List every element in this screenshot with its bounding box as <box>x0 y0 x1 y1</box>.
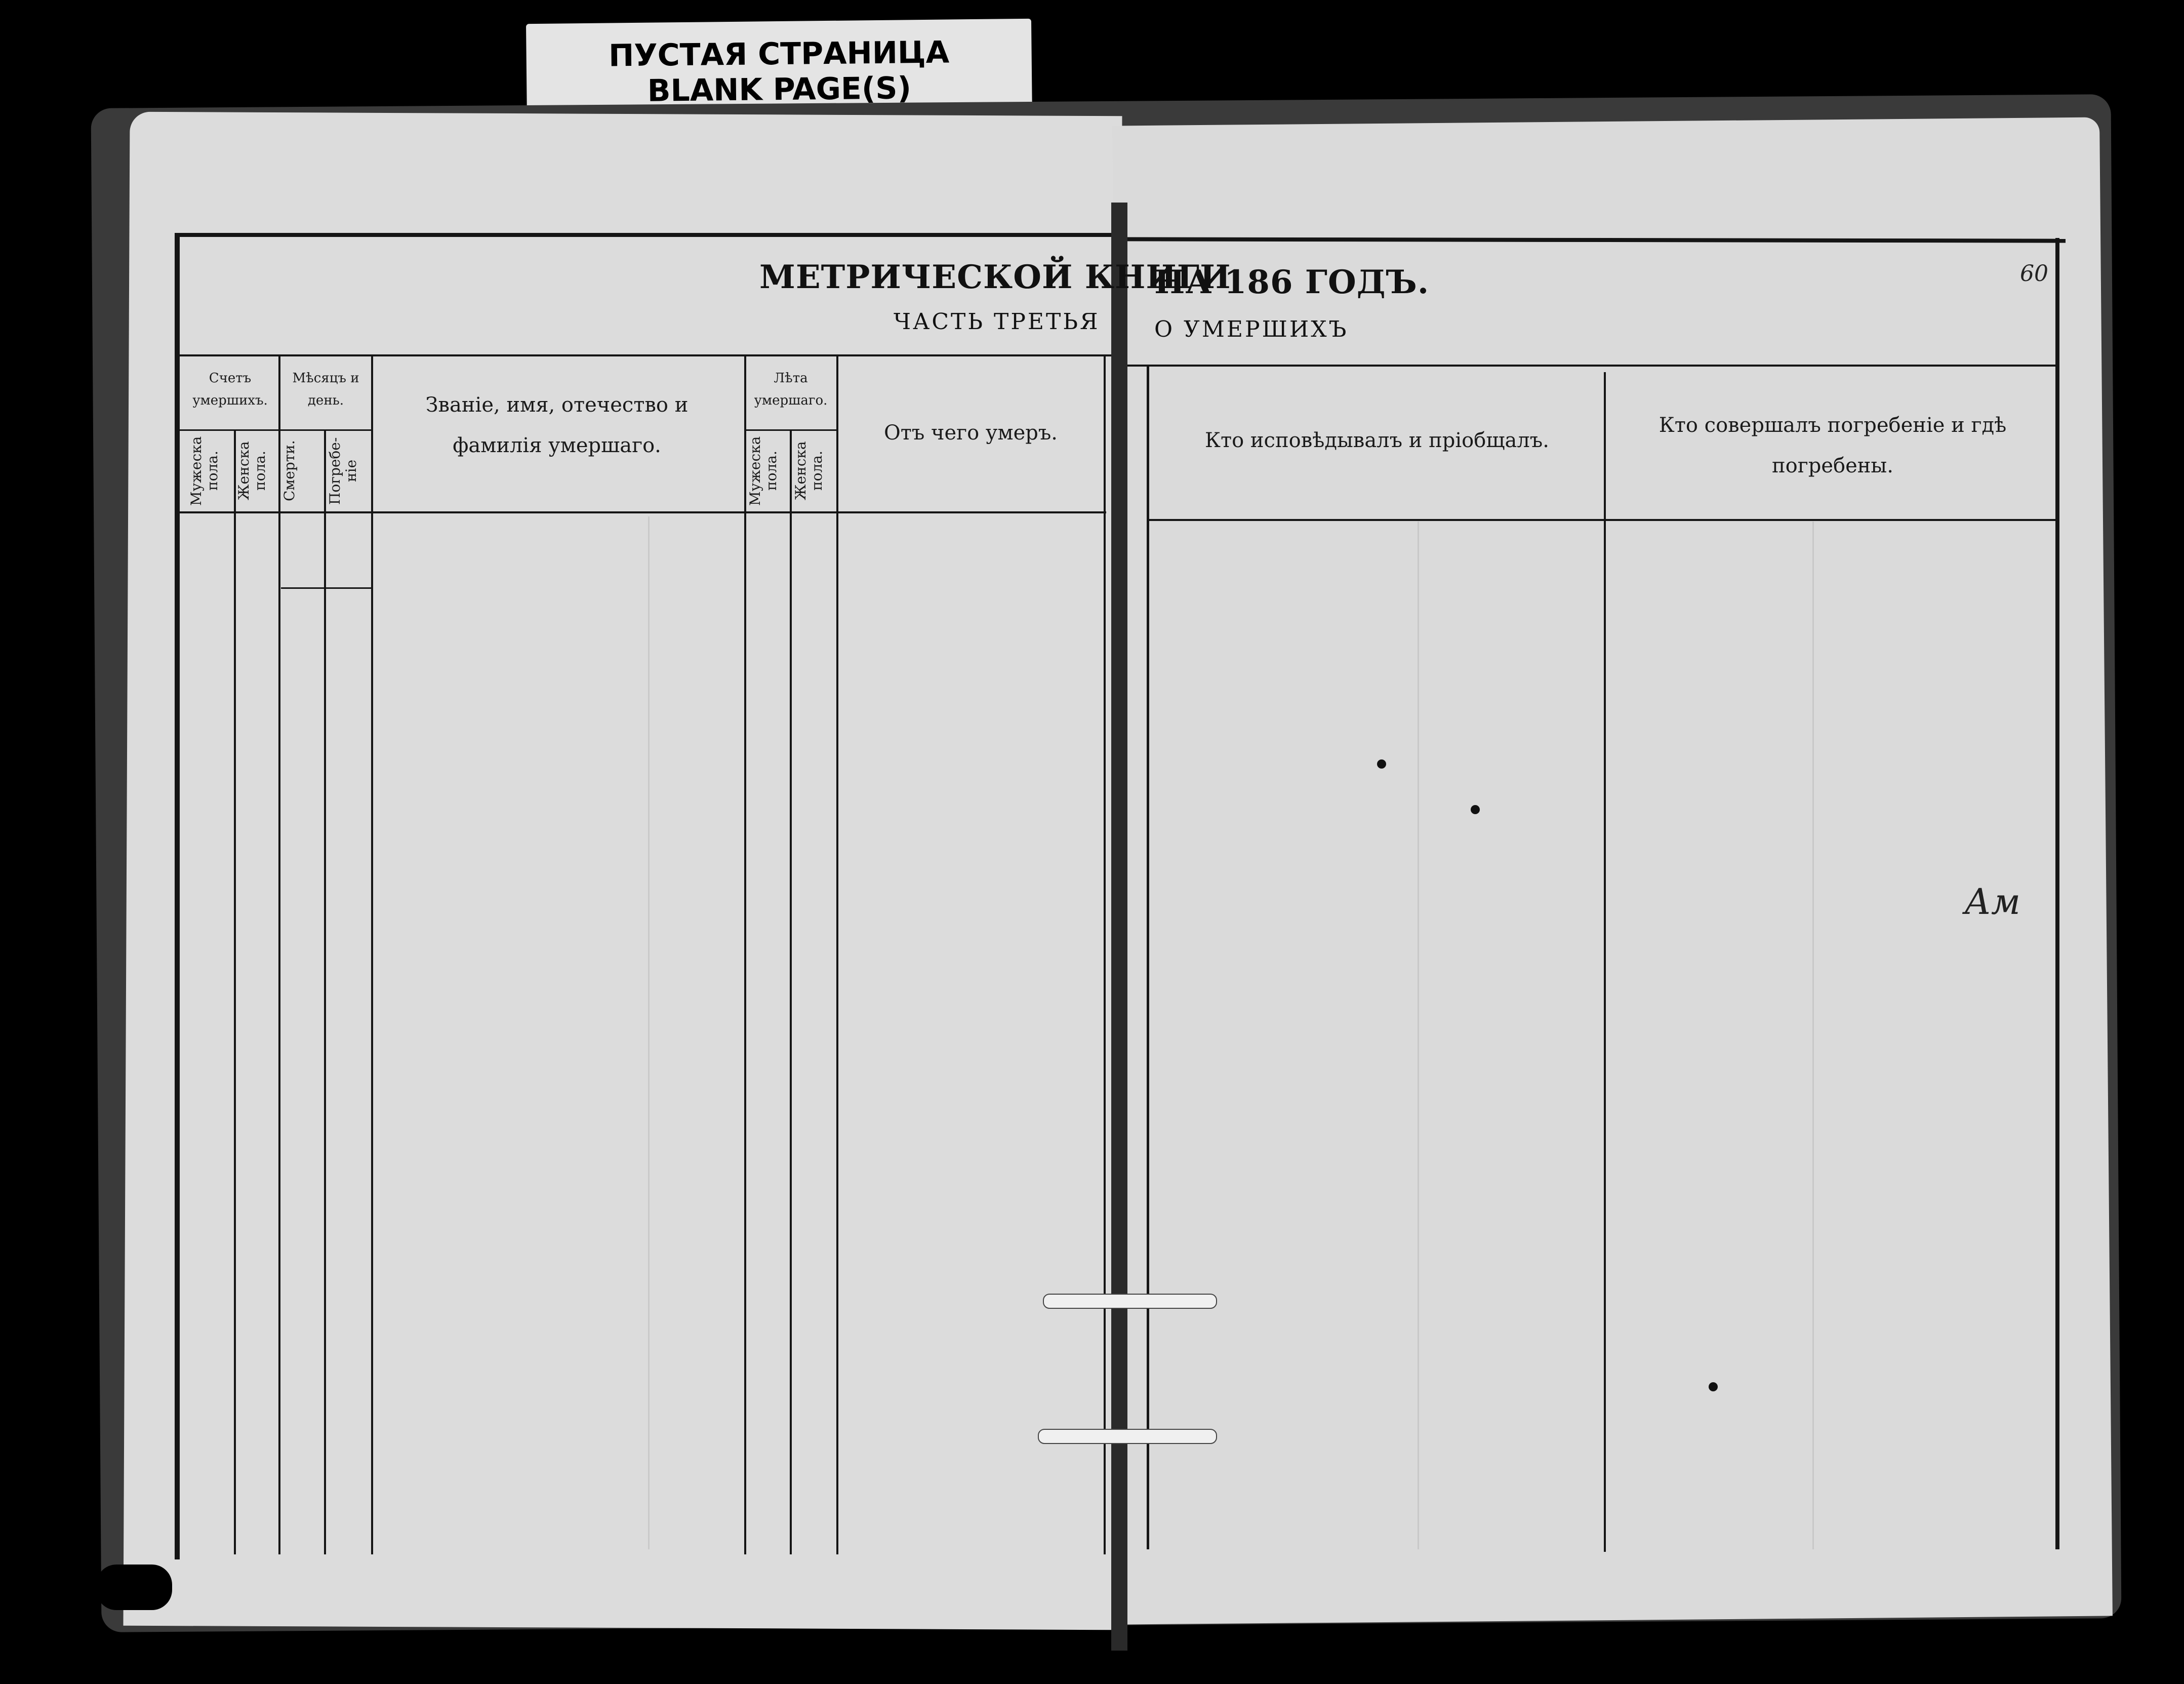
faint-rule <box>1812 522 1814 1549</box>
faint-rule <box>648 516 650 1549</box>
cause-header: Отъ чего умеръ. <box>883 421 1058 445</box>
col-line-10 <box>1604 372 1606 1552</box>
col-line-5 <box>744 354 746 1554</box>
column-header-rule-left <box>180 511 1106 513</box>
death-header: Смерти. <box>281 440 298 502</box>
burial-header: Погребе-ніе <box>327 437 359 505</box>
count-female-header: Женска пола. <box>235 441 268 501</box>
col-line-9 <box>1147 365 1149 1549</box>
tab-label-russian: ПУСТАЯ СТРАНИЦА <box>608 34 950 74</box>
ink-spot <box>1471 805 1480 814</box>
ink-spot <box>1377 759 1386 769</box>
tab-label-english: BLANK PAGE(S) <box>647 70 912 109</box>
ink-spot <box>1709 1382 1718 1391</box>
month-day-header: Мѣсяцъ и день. <box>292 371 359 408</box>
part-label: ЧАСТЬ ТРЕТЬЯ <box>894 309 1100 335</box>
col-line-2 <box>278 354 280 1554</box>
col-line-3 <box>324 430 326 1554</box>
subrule-month <box>278 429 371 431</box>
book-title-left: МЕТРИЧЕСКОЙ КНИГИ <box>759 258 1231 296</box>
count-header: Счетъ умершихъ. <box>192 371 268 408</box>
binding-thread <box>1043 1294 1217 1309</box>
col-line-8 <box>1104 354 1106 1554</box>
count-male-header: Мужеска пола. <box>188 436 221 506</box>
frame-right <box>2055 238 2059 1549</box>
handwritten-signature: Ам <box>1964 881 2021 923</box>
header-rule-left <box>180 354 1116 356</box>
name-header: Званіе, имя, отечество и фамилія умершаго. <box>425 393 689 457</box>
subrule-count <box>180 429 278 431</box>
col-line-7 <box>836 354 838 1554</box>
col-line-4 <box>371 354 373 1554</box>
faint-rule <box>1418 522 1419 1549</box>
confessor-header: Кто исповѣдывалъ и пріобщалъ. <box>1205 429 1549 452</box>
frame-top-left <box>175 233 1116 237</box>
book-title-right: НА 186 ГОДЪ. <box>1154 263 1430 301</box>
page-number: 60 <box>2020 261 2048 287</box>
age-female-header: Женска пола. <box>792 441 825 501</box>
header-rule-right <box>1124 365 2055 367</box>
age-male-header: Мужеска пола. <box>747 436 780 506</box>
subrule-age <box>744 429 836 431</box>
column-header-rule-right <box>1149 519 2055 521</box>
frame-top-right <box>1119 237 2066 243</box>
binding-clip <box>96 1565 172 1610</box>
col-line-1 <box>234 430 236 1554</box>
frame-left <box>175 233 180 1559</box>
section-label: О УМЕРШИХЪ <box>1154 316 1349 342</box>
age-header: Лѣта умершаго. <box>754 371 828 408</box>
burier-header: Кто совершалъ погребеніе и гдѣ погребены. <box>1659 414 2007 477</box>
col-line-6 <box>790 430 792 1554</box>
binding-thread <box>1038 1429 1217 1444</box>
row-tick <box>281 587 371 589</box>
